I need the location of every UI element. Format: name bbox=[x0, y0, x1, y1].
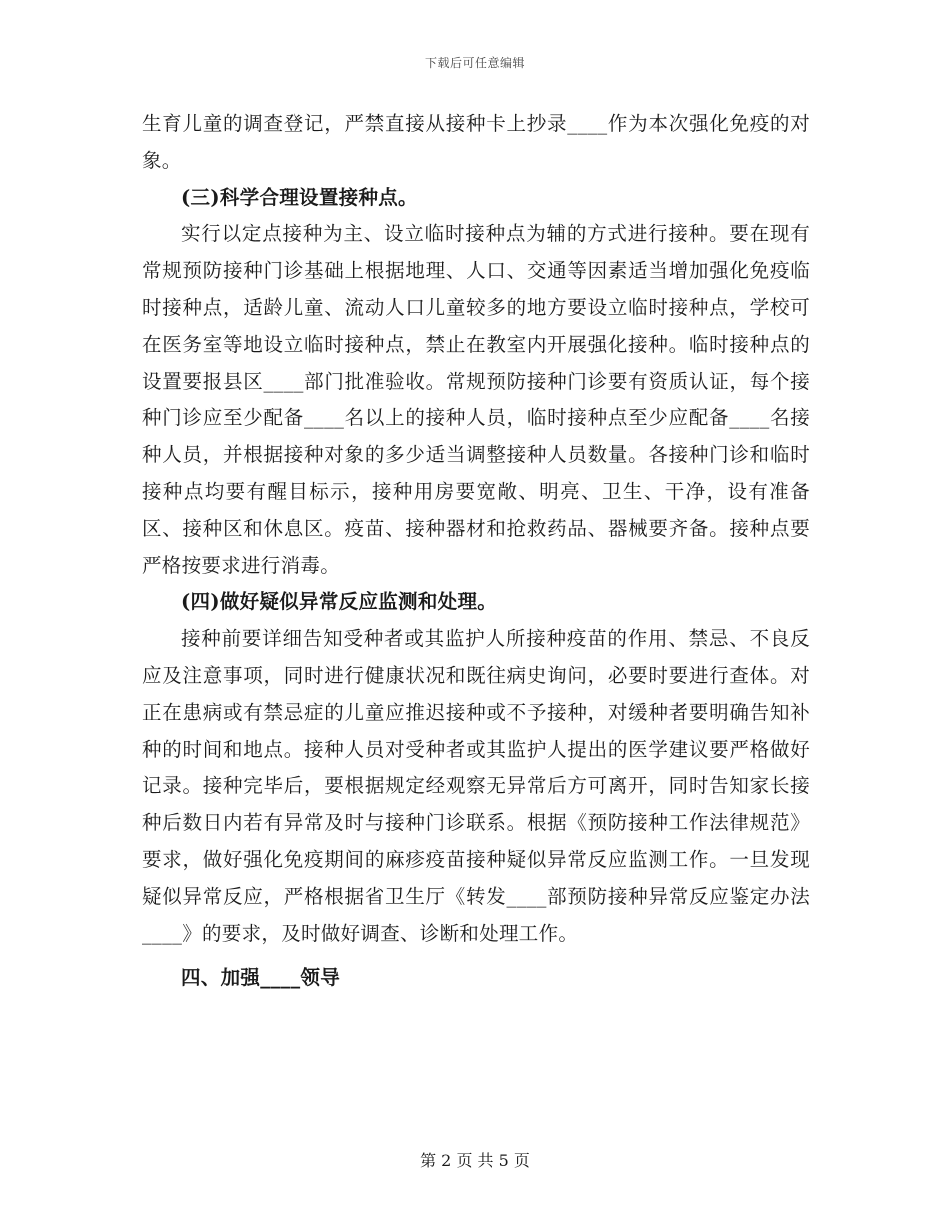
page-header-note: 下载后可任意编辑 bbox=[424, 56, 525, 70]
subheading-4: (四)做好疑似异常反应监测和处理。 bbox=[181, 590, 498, 614]
paragraph-adverse-reactions: 接种前要详细告知受种者或其监护人所接种疫苗的作用、禁忌、不良反应及注意事项，同时进行健康状况和既往病史询问，必要时要进行查体。对正在患病或有禁忌症的儿童应推迟接种或不予接种，对缓种者要明确告知补种的时间和地点。接种人员对受种者或其监护人提出的医学建议要严格做好记录。接种完毕后，要根据规定经观察无异常后方可离开，同时告知家长接种后数日内若有异常及时与接种门诊联系。根据《预防接种工作法律规范》要求，做好强化免疫期间的麻疹疫苗接种疑似异常反应监测工作。一旦发现疑似异常反应，严格根据省卫生厅《转发____部预防接种异常反应鉴定办法____》的要求，及时做好调查、诊断和处理工作。 bbox=[142, 627, 810, 945]
section-heading-4: 四、加强____领导 bbox=[181, 966, 340, 990]
paragraph-vaccination-sites: 实行以定点接种为主、设立临时接种点为辅的方式进行接种。要在现有常规预防接种门诊基础上根据地理、人口、交通等因素适当增加强化免疫临时接种点，适龄儿童、流动人口儿童较多的地方要设立临时接种点，学校可在医务室等地设立临时接种点，禁止在教室内开展强化接种。临时接种点的设置要报县区____部门批准验收。常规预防接种门诊要有资质认证，每个接种门诊应至少配备____名以上的接种人员，临时接种点至少应配备____名接种人员，并根据接种对象的多少适当调整接种人员数量。各接种门诊和临时接种点均要有醒目标示，接种用房要宽敞、明亮、卫生、干净，设有准备区、接种区和休息区。疫苗、接种器材和抢救药品、器械要齐备。接种点要严格按要求进行消毒。 bbox=[142, 222, 810, 577]
subheading-3: (三)科学合理设置接种点。 bbox=[181, 185, 418, 209]
page-number: 第 2 页 共 5 页 bbox=[420, 1151, 530, 1170]
paragraph-continuation: 生育儿童的调查登记，严禁直接从接种卡上抄录____作为本次强化免疫的对象。 bbox=[142, 112, 810, 172]
document-body bbox=[142, 106, 810, 997]
